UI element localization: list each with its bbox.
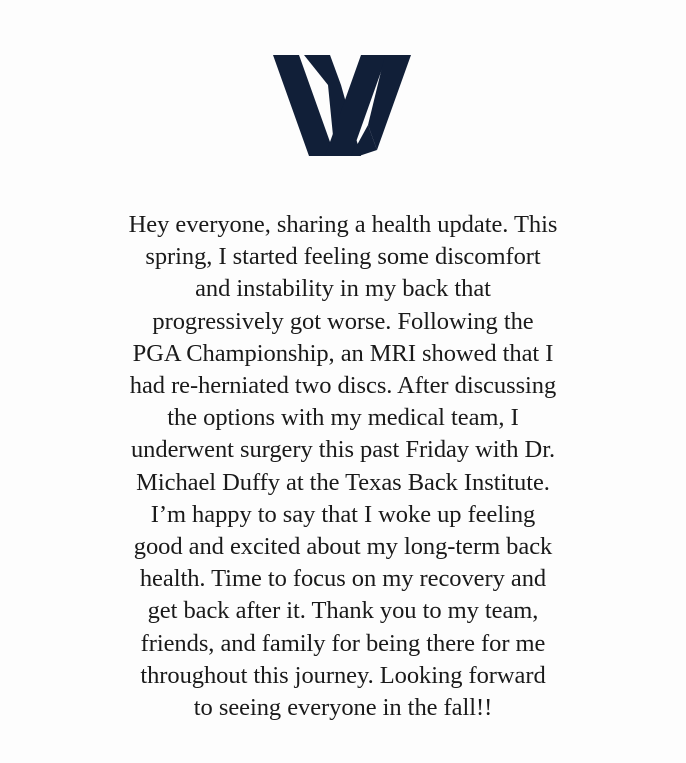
post-line: progressively got worse. Following the	[152, 307, 534, 335]
post-line: friends, and family for being there for me	[140, 629, 546, 657]
post-line: I’m happy to say that I woke up feeling	[150, 500, 536, 528]
post-line: and instability in my back that	[195, 275, 491, 303]
tw-monogram-icon	[273, 55, 413, 157]
post-line: get back after it. Thank you to my team,	[147, 597, 539, 625]
post-line: had re-herniated two discs. After discussing	[129, 372, 557, 400]
post-line: to seeing everyone in the fall!!	[193, 694, 493, 722]
post-line: underwent surgery this past Friday with Dr.	[130, 436, 556, 464]
post-text	[78, 209, 608, 724]
post-line: the options with my medical team, I	[167, 404, 519, 432]
post-line: PGA Championship, an MRI showed that I	[132, 339, 554, 367]
post-line: health. Time to focus on my recovery and	[139, 565, 547, 593]
post-line: throughout this journey. Looking forward	[140, 661, 546, 689]
post-line: good and excited about my long-term back	[133, 533, 553, 561]
brand-logo	[273, 50, 413, 162]
post-line: Hey everyone, sharing a health update. This	[128, 211, 558, 238]
post-line: Michael Duffy at the Texas Back Institute.	[136, 468, 550, 496]
post-line: spring, I started feeling some discomfort	[145, 243, 541, 271]
